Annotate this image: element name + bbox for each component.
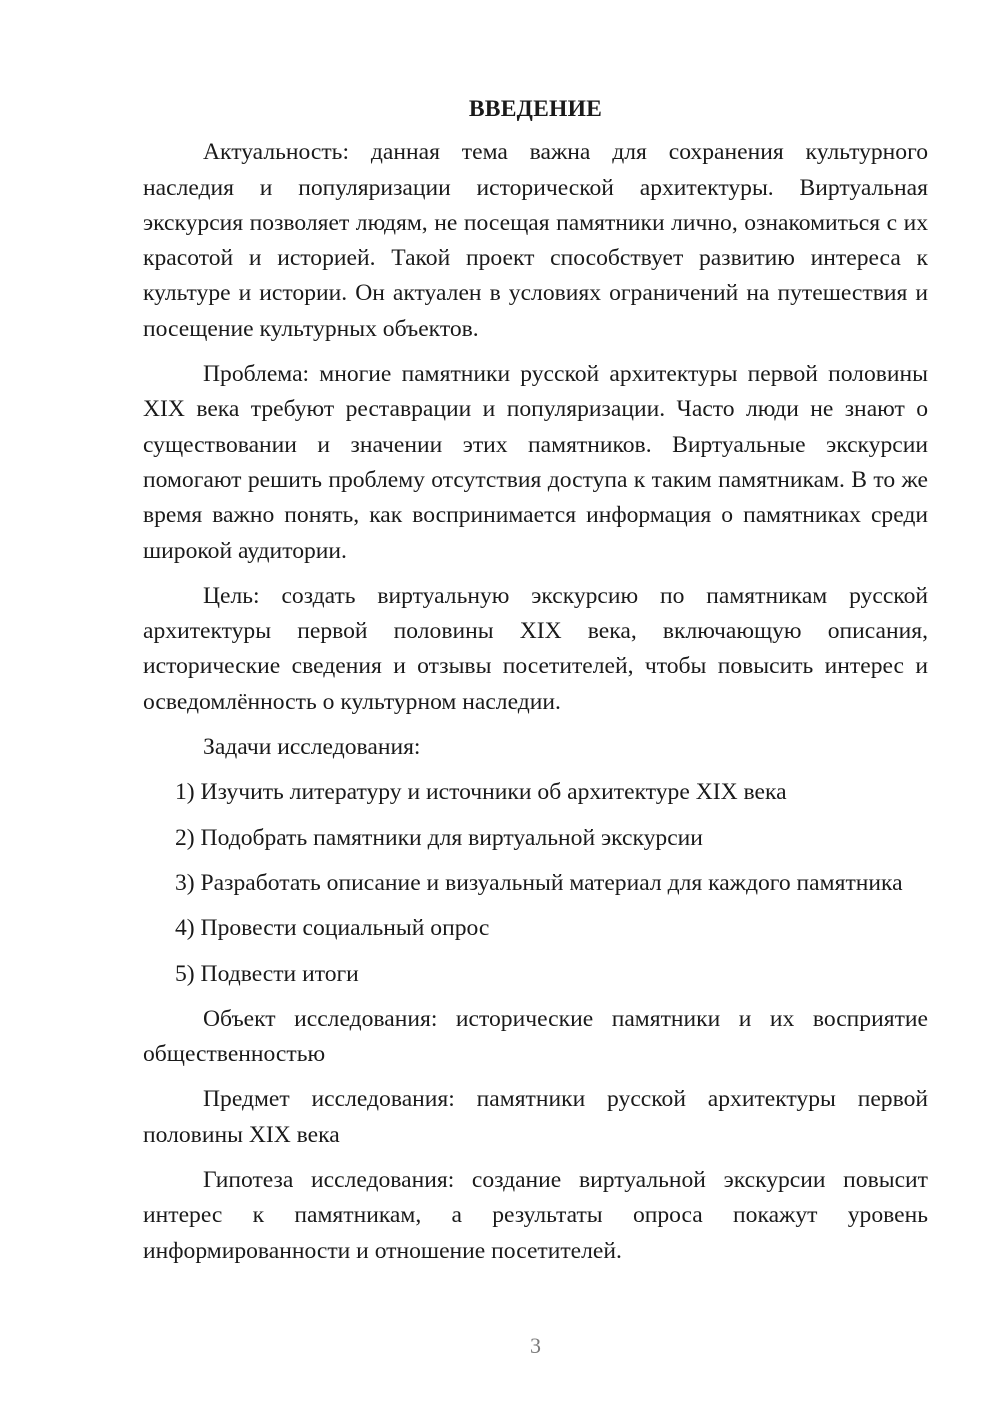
relevance-paragraph: Актуальность: данная тема важна для сохранения культурного наследия и популяризации исторической архитектуры. Виртуальная экскурсия позволяет людям, не посещая памятники лично, ознакомиться с их красотой и историей. Такой проект способствует развитию интереса к культуре и истории. Он актуален в условиях ограничений на путешествия и посещение культурных объектов. <box>143 139 928 342</box>
page-number: 3 <box>530 1333 541 1358</box>
tasks-list <box>143 775 928 991</box>
list-item: 1) Изучить литературу и источники об архитектуре XIX века <box>175 779 787 806</box>
list-item: 4) Провести социальный опрос <box>175 915 490 942</box>
object-paragraph: Объект исследования: исторические памятники и их восприятие общественностью <box>143 1005 928 1068</box>
list-item: 5) Подвести итоги <box>175 960 359 987</box>
goal-paragraph: Цель: создать виртуальную экскурсию по памятникам русской архитектуры первой половины XIX века, включающую описания, исторические сведения и отзывы посетителей, чтобы повысить интерес и осведомлённость о культурном наследии. <box>143 582 928 715</box>
tasks-title: Задачи исследования: <box>203 734 421 761</box>
section-heading: ВВЕДЕНИЕ <box>468 96 603 122</box>
problem-paragraph: Проблема: многие памятники русской архитектуры первой половины XIX века требуют реставрации и популяризации. Часто люди не знают о существовании и значении этих памятников. Виртуальные экскурсии помогают решить проблему отсутствия доступа к таким памятникам. В то же время важно понять, как воспринимается информация о памятниках среди широкой аудитории. <box>143 361 928 564</box>
list-item: 3) Разработать описание и визуальный материал для каждого памятника <box>175 869 903 896</box>
subject-paragraph: Предмет исследования: памятники русской архитектуры первой половины XIX века <box>143 1086 928 1148</box>
list-item: 2) Подобрать памятники для виртуальной экскурсии <box>175 824 703 851</box>
document-page <box>143 92 928 1279</box>
hypothesis-paragraph: Гипотеза исследования: создание виртуальной экскурсии повысит интерес к памятникам, а результаты опроса покажут уровень информированности и отношение посетителей. <box>143 1167 928 1264</box>
